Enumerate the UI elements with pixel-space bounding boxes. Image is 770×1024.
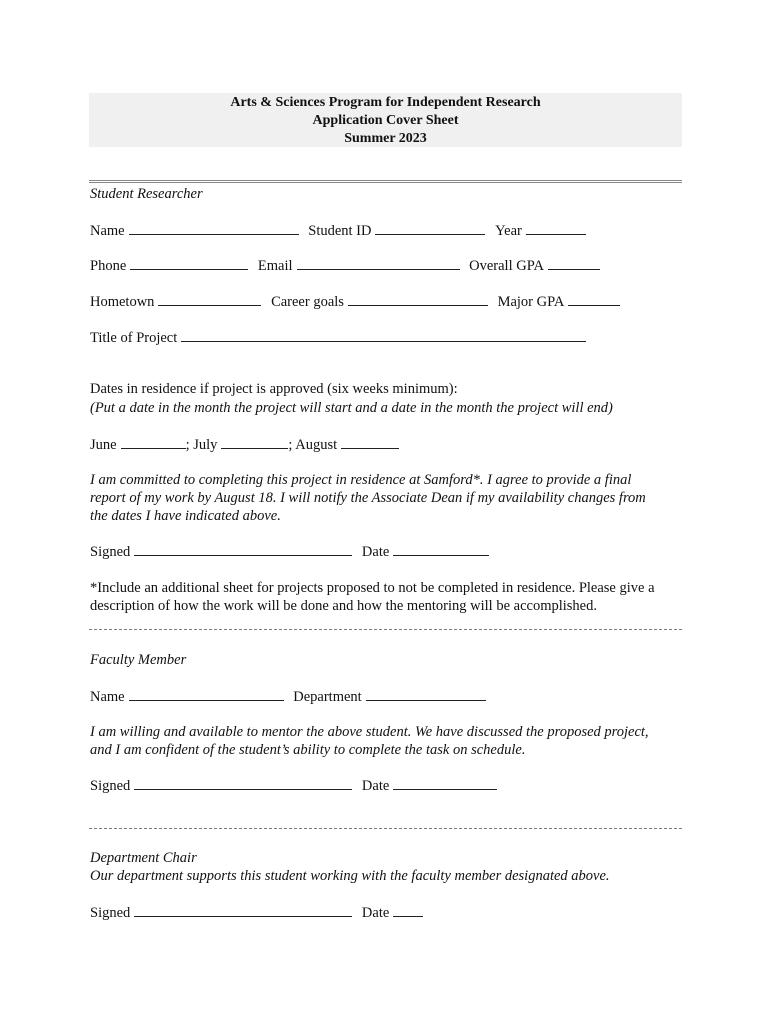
faculty-name-label: Name xyxy=(90,689,125,705)
faculty-section-title: Faculty Member xyxy=(90,652,187,668)
year-field[interactable] xyxy=(526,222,586,235)
form-term: Summer 2023 xyxy=(344,131,427,146)
chair-signature-row xyxy=(90,904,423,922)
faculty-row xyxy=(90,688,486,706)
phone-field[interactable] xyxy=(130,257,248,270)
faculty-date-label: Date xyxy=(361,778,390,794)
student-id-field[interactable] xyxy=(375,222,485,235)
overall-gpa-field[interactable] xyxy=(548,257,600,270)
student-date-label: Date xyxy=(361,544,390,560)
project-title-field[interactable] xyxy=(181,329,586,342)
major-gpa-field[interactable] xyxy=(568,293,620,306)
section-divider xyxy=(89,629,682,630)
student-row-4 xyxy=(90,329,586,347)
student-signature-field[interactable] xyxy=(134,543,352,556)
student-date-field[interactable] xyxy=(393,543,489,556)
faculty-name-field[interactable] xyxy=(129,688,284,701)
faculty-date-field[interactable] xyxy=(393,777,497,790)
email-field[interactable] xyxy=(297,257,460,270)
major-gpa-label: Major GPA xyxy=(497,294,565,310)
footnote-line: description of how the work will be done and how the mentoring will be accomplished. xyxy=(90,598,597,614)
chair-date-label: Date xyxy=(361,905,390,921)
residence-footnote xyxy=(90,579,685,615)
student-name-field[interactable] xyxy=(129,222,299,235)
student-id-label: Student ID xyxy=(308,223,372,239)
statement-line: and I am confident of the student’s ability to complete the task on schedule. xyxy=(90,742,526,758)
project-title-label: Title of Project xyxy=(90,330,178,346)
hometown-label: Hometown xyxy=(90,294,155,310)
student-signed-label: Signed xyxy=(90,544,131,560)
student-row-2 xyxy=(90,257,600,275)
section-divider xyxy=(89,180,682,183)
email-label: Email xyxy=(257,258,293,274)
dates-row xyxy=(90,436,399,454)
footnote-line: *Include an additional sheet for projects proposed to not be completed in residence. Please give a xyxy=(90,580,655,596)
chair-section-title: Department Chair xyxy=(90,850,197,866)
statement-line: I am willing and available to mentor the above student. We have discussed the proposed project, xyxy=(90,724,649,740)
chair-date-field[interactable] xyxy=(393,904,423,917)
dates-instruction: (Put a date in the month the project will start and a date in the month the project will end) xyxy=(90,400,613,416)
student-row-3 xyxy=(90,293,620,311)
student-section-title: Student Researcher xyxy=(90,186,203,202)
program-title: Arts & Sciences Program for Independent Research xyxy=(230,95,541,110)
chair-statement: Our department supports this student working with the faculty member designated above. xyxy=(90,868,610,884)
form-subtitle: Application Cover Sheet xyxy=(312,113,459,128)
student-name-label: Name xyxy=(90,223,125,239)
june-field[interactable] xyxy=(121,436,186,449)
july-field[interactable] xyxy=(221,436,288,449)
july-label: ; July xyxy=(185,437,218,453)
student-commitment xyxy=(90,471,685,525)
department-label: Department xyxy=(293,689,362,705)
chair-signature-field[interactable] xyxy=(134,904,352,917)
commitment-line: the dates I have indicated above. xyxy=(90,508,281,524)
dates-intro: Dates in residence if project is approved (six weeks minimum): xyxy=(90,381,458,397)
department-field[interactable] xyxy=(366,688,486,701)
student-signature-row xyxy=(90,543,489,561)
chair-signed-label: Signed xyxy=(90,905,131,921)
commitment-line: I am committed to completing this project in residence at Samford*. I agree to provide a final xyxy=(90,472,632,488)
august-label: ; August xyxy=(288,437,338,453)
career-goals-label: Career goals xyxy=(271,294,344,310)
phone-label: Phone xyxy=(90,258,127,274)
student-row-1 xyxy=(90,222,586,240)
form-header xyxy=(89,93,682,147)
august-field[interactable] xyxy=(341,436,399,449)
hometown-field[interactable] xyxy=(158,293,261,306)
faculty-signature-row xyxy=(90,777,497,795)
faculty-statement xyxy=(90,723,685,759)
commitment-line: report of my work by August 18. I will notify the Associate Dean if my availability changes from xyxy=(90,490,646,506)
overall-gpa-label: Overall GPA xyxy=(469,258,544,274)
career-goals-field[interactable] xyxy=(348,293,488,306)
year-label: Year xyxy=(495,223,522,239)
faculty-signed-label: Signed xyxy=(90,778,131,794)
faculty-signature-field[interactable] xyxy=(134,777,352,790)
section-divider xyxy=(89,828,682,829)
june-label: June xyxy=(90,437,117,453)
